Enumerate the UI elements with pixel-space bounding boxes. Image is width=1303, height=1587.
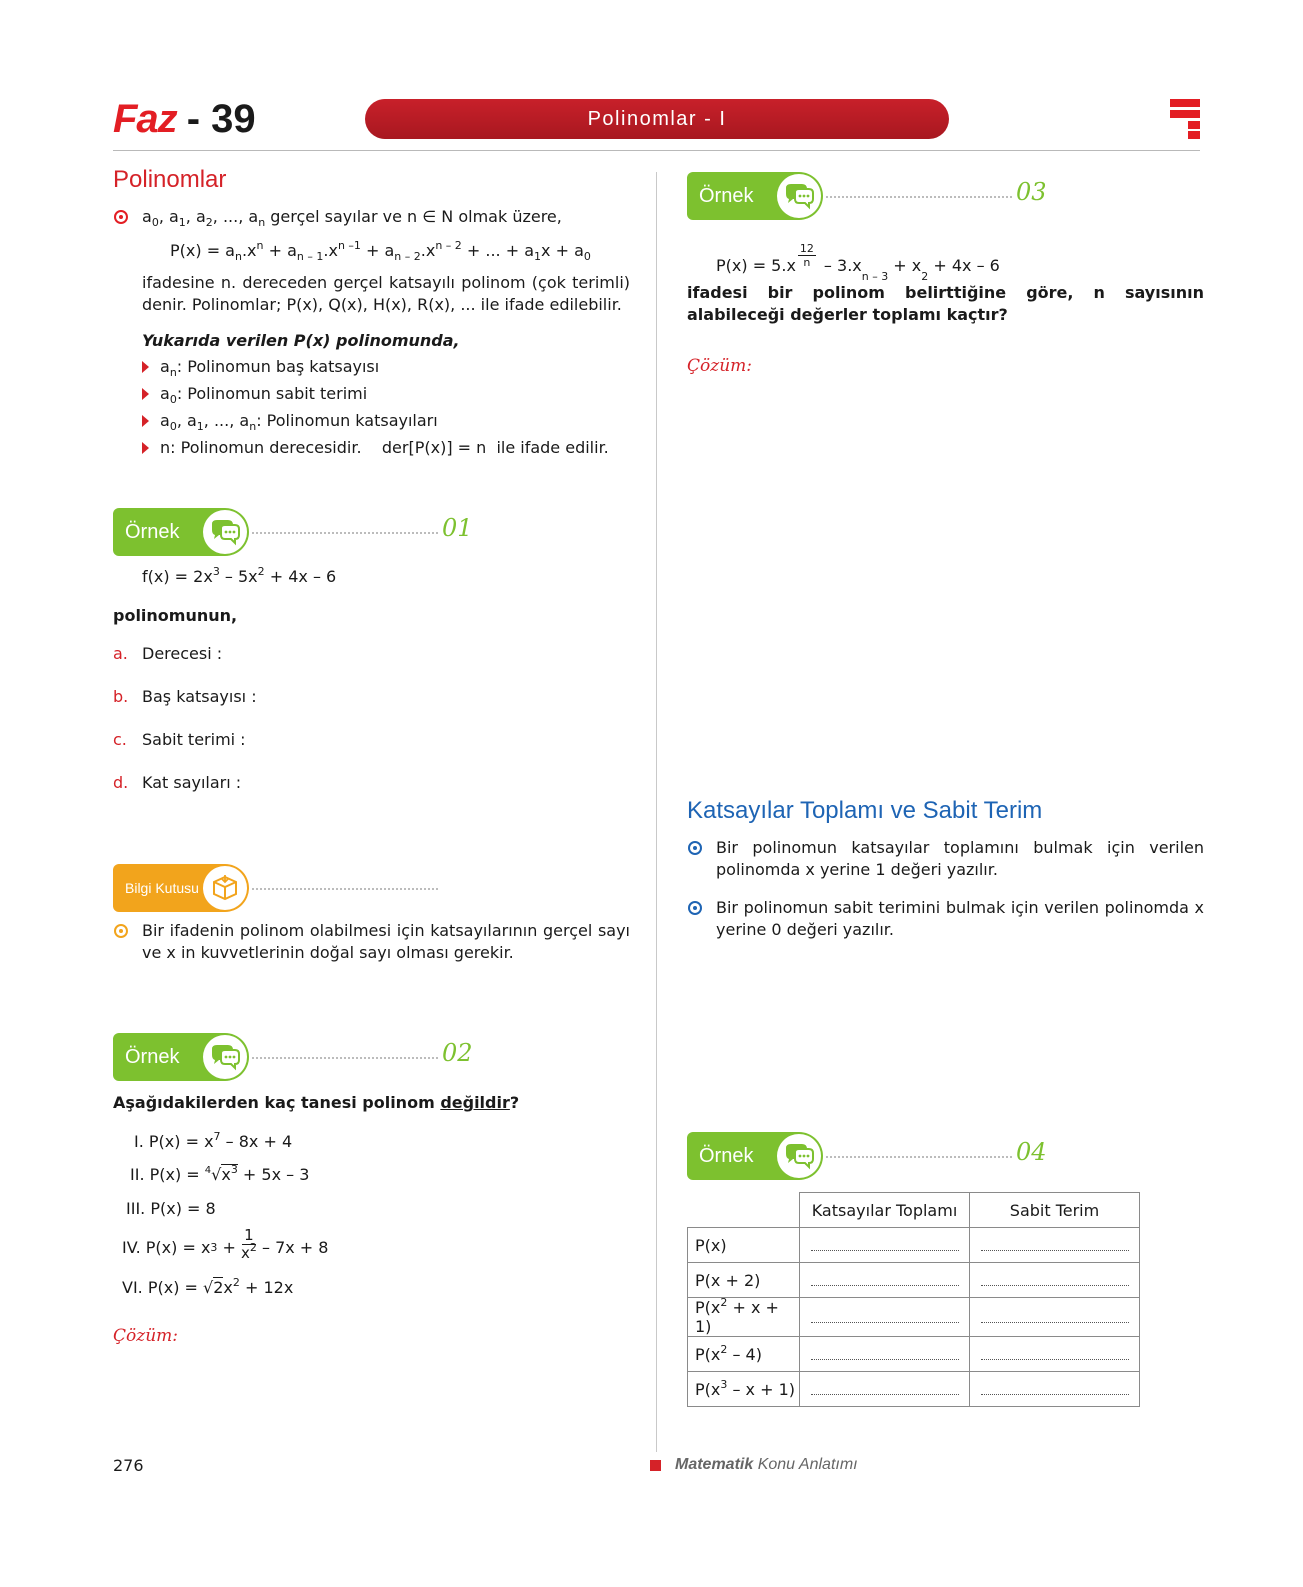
- faz-logo: [113, 98, 256, 140]
- example2-question: Aşağıdakilerden kaç tanesi polinom değildir?: [113, 1093, 520, 1112]
- example3-expression: P(x) = 5.x $\frac{12}{n}$ – 3.x n – 3 + x 2 + 4x – 6: [716, 242, 1000, 283]
- question-a: a. Derecesi :: [113, 644, 223, 663]
- table-header-row: [688, 1193, 1140, 1228]
- page-number: 276: [113, 1456, 144, 1475]
- polynomial-formula: $P(x) = a_n.x^n + a_{n - 1}.x^{n -1} + a_{n - 2}.x^{n - 2}$ + ... + $a_1x + a_0$: [170, 239, 591, 263]
- bullet-icon: [688, 841, 702, 855]
- row-label: $P(x^2 - 4)$: [688, 1337, 800, 1372]
- question-c: c. Sabit terimi :: [113, 730, 246, 749]
- footer-subtitle: Konu Anlatımı: [757, 1456, 858, 1473]
- column-header: Katsayılar Toplamı: [800, 1193, 970, 1228]
- column-divider: [656, 172, 657, 1452]
- section2-bullet-2: Bir polinomun sabit terimini bulmak için verilen polinomda x yerine 0 değeri yazılır.: [716, 898, 1204, 939]
- table-row: [688, 1298, 1140, 1337]
- option-iii: III. P(x) = 8: [126, 1199, 216, 1218]
- example-number: 03: [1016, 178, 1047, 206]
- question-b: b. Baş katsayısı :: [113, 687, 257, 706]
- list-item-degree: n: Polinomun derecesidir. der[P(x)] = n ile ifade edilir.: [160, 438, 609, 457]
- list-heading: Yukarıda verilen P(x) polinomunda,: [142, 331, 460, 350]
- footer-brand: [650, 1456, 858, 1474]
- row-label: P(x): [688, 1228, 800, 1263]
- dotted-leader: [252, 888, 438, 890]
- answer-blank[interactable]: [800, 1337, 970, 1372]
- dotted-leader: [826, 1156, 1012, 1158]
- column-header: Sabit Terim: [970, 1193, 1140, 1228]
- table-row: [688, 1228, 1140, 1263]
- dotted-leader: [826, 196, 1012, 198]
- row-label: $P(x^3 - x + 1)$: [688, 1372, 800, 1407]
- chapter-title: Polinomlar - I: [365, 99, 949, 139]
- answer-blank[interactable]: [800, 1228, 970, 1263]
- answer-blank[interactable]: [970, 1263, 1140, 1298]
- list-item-constant-term: $a_0$: Polinomun sabit terimi: [160, 384, 368, 406]
- info-box-badge: Bilgi Kutusu: [113, 864, 249, 912]
- list-item-coefficients: $a_0$, $a_1$, ..., $a_n$: Polinomun katsayıları: [160, 411, 438, 433]
- arrow-icon: [142, 442, 149, 454]
- option-vi: VI. $P(x) = √2x^2 + 12x$: [122, 1276, 294, 1297]
- arrow-icon: [142, 361, 149, 373]
- section-title-katsayilar: Katsayılar Toplamı ve Sabit Terim: [687, 797, 1043, 824]
- question-d: d. Kat sayıları :: [113, 773, 242, 792]
- arrow-icon: [142, 388, 149, 400]
- logo-number: - 39: [186, 96, 256, 141]
- option-ii: II. $P(x) = ^4√x^3 + 5x - 3$: [130, 1163, 310, 1184]
- answer-blank[interactable]: [800, 1298, 970, 1337]
- logo-word: Faz: [113, 96, 177, 141]
- example3-question: ifadesi bir polinom belirttiğine göre, n sayısının alabileceği değerler toplamı kaçtır?: [687, 283, 1204, 324]
- example-number: 04: [1016, 1138, 1047, 1166]
- example-number: 01: [442, 514, 473, 542]
- intro-line: $a_0$, $a_1$, $a_2$, ..., $a_n$ gerçel sayılar ve n ∈ N olmak üzere,: [142, 207, 562, 229]
- info-box-text: Bir ifadenin polinom olabilmesi için katsayılarının gerçel sayı ve x in kuvvetlerinin doğal sayı olması gerekir.: [142, 921, 630, 962]
- table-row: [688, 1337, 1140, 1372]
- coefficients-table: [687, 1192, 1140, 1407]
- chat-bubbles-icon: [203, 510, 247, 554]
- chat-bubbles-icon: [203, 1035, 247, 1079]
- solution-label: Çözüm:: [113, 1326, 178, 1346]
- answer-blank[interactable]: [970, 1372, 1140, 1407]
- section2-bullet-1: Bir polinomun katsayılar toplamını bulmak için verilen polinomda x yerine 1 değeri yazılır.: [716, 838, 1204, 879]
- section-title-polinomlar: Polinomlar: [113, 166, 227, 193]
- answer-blank[interactable]: [970, 1337, 1140, 1372]
- square-icon: [650, 1460, 661, 1471]
- row-label: $P(x^2 + x + 1)$: [688, 1298, 800, 1337]
- footer-subject: Matematik: [675, 1456, 754, 1473]
- option-i: I. $P(x) = x^7 - 8x + 4$: [134, 1130, 293, 1151]
- bullet-icon: [688, 901, 702, 915]
- example-number: 02: [442, 1039, 473, 1067]
- arrow-icon: [142, 415, 149, 427]
- chat-bubbles-icon: [777, 174, 821, 218]
- answer-blank[interactable]: [800, 1372, 970, 1407]
- answer-blank[interactable]: [970, 1228, 1140, 1263]
- example1-function: $f(x) = 2x^3 - 5x^2 + 4x - 6$: [142, 565, 337, 586]
- header-divider: [113, 150, 1200, 151]
- publisher-logo-icon: [1170, 99, 1200, 139]
- option-iv: IV. P(x) = x 3 + $\frac{1}{x^2}$ – 7x + 8: [122, 1226, 329, 1262]
- box-icon: [203, 866, 247, 910]
- bullet-icon: [114, 210, 128, 224]
- dotted-leader: [252, 1057, 438, 1059]
- example-badge-04: Örnek: [687, 1132, 823, 1180]
- table-corner: [688, 1193, 800, 1228]
- table-row: [688, 1263, 1140, 1298]
- table-row: [688, 1372, 1140, 1407]
- list-item-lead-coefficient: $a_n$: Polinomun baş katsayısı: [160, 357, 380, 379]
- definition-text: ifadesine n. dereceden gerçel katsayılı polinom (çok terimli) denir. Polinomlar; P(x), Q(x), H(x), R(x), ... ile ifade edilebilir.: [142, 273, 630, 314]
- example1-intro: polinomunun,: [113, 606, 238, 625]
- answer-blank[interactable]: [970, 1298, 1140, 1337]
- solution-label: Çözüm:: [687, 356, 752, 376]
- example-badge-01: Örnek: [113, 508, 249, 556]
- answer-blank[interactable]: [800, 1263, 970, 1298]
- row-label: P(x + 2): [688, 1263, 800, 1298]
- example-badge-02: Örnek: [113, 1033, 249, 1081]
- dotted-leader: [252, 532, 438, 534]
- chat-bubbles-icon: [777, 1134, 821, 1178]
- bullet-icon: [114, 924, 128, 938]
- example-badge-03: Örnek: [687, 172, 823, 220]
